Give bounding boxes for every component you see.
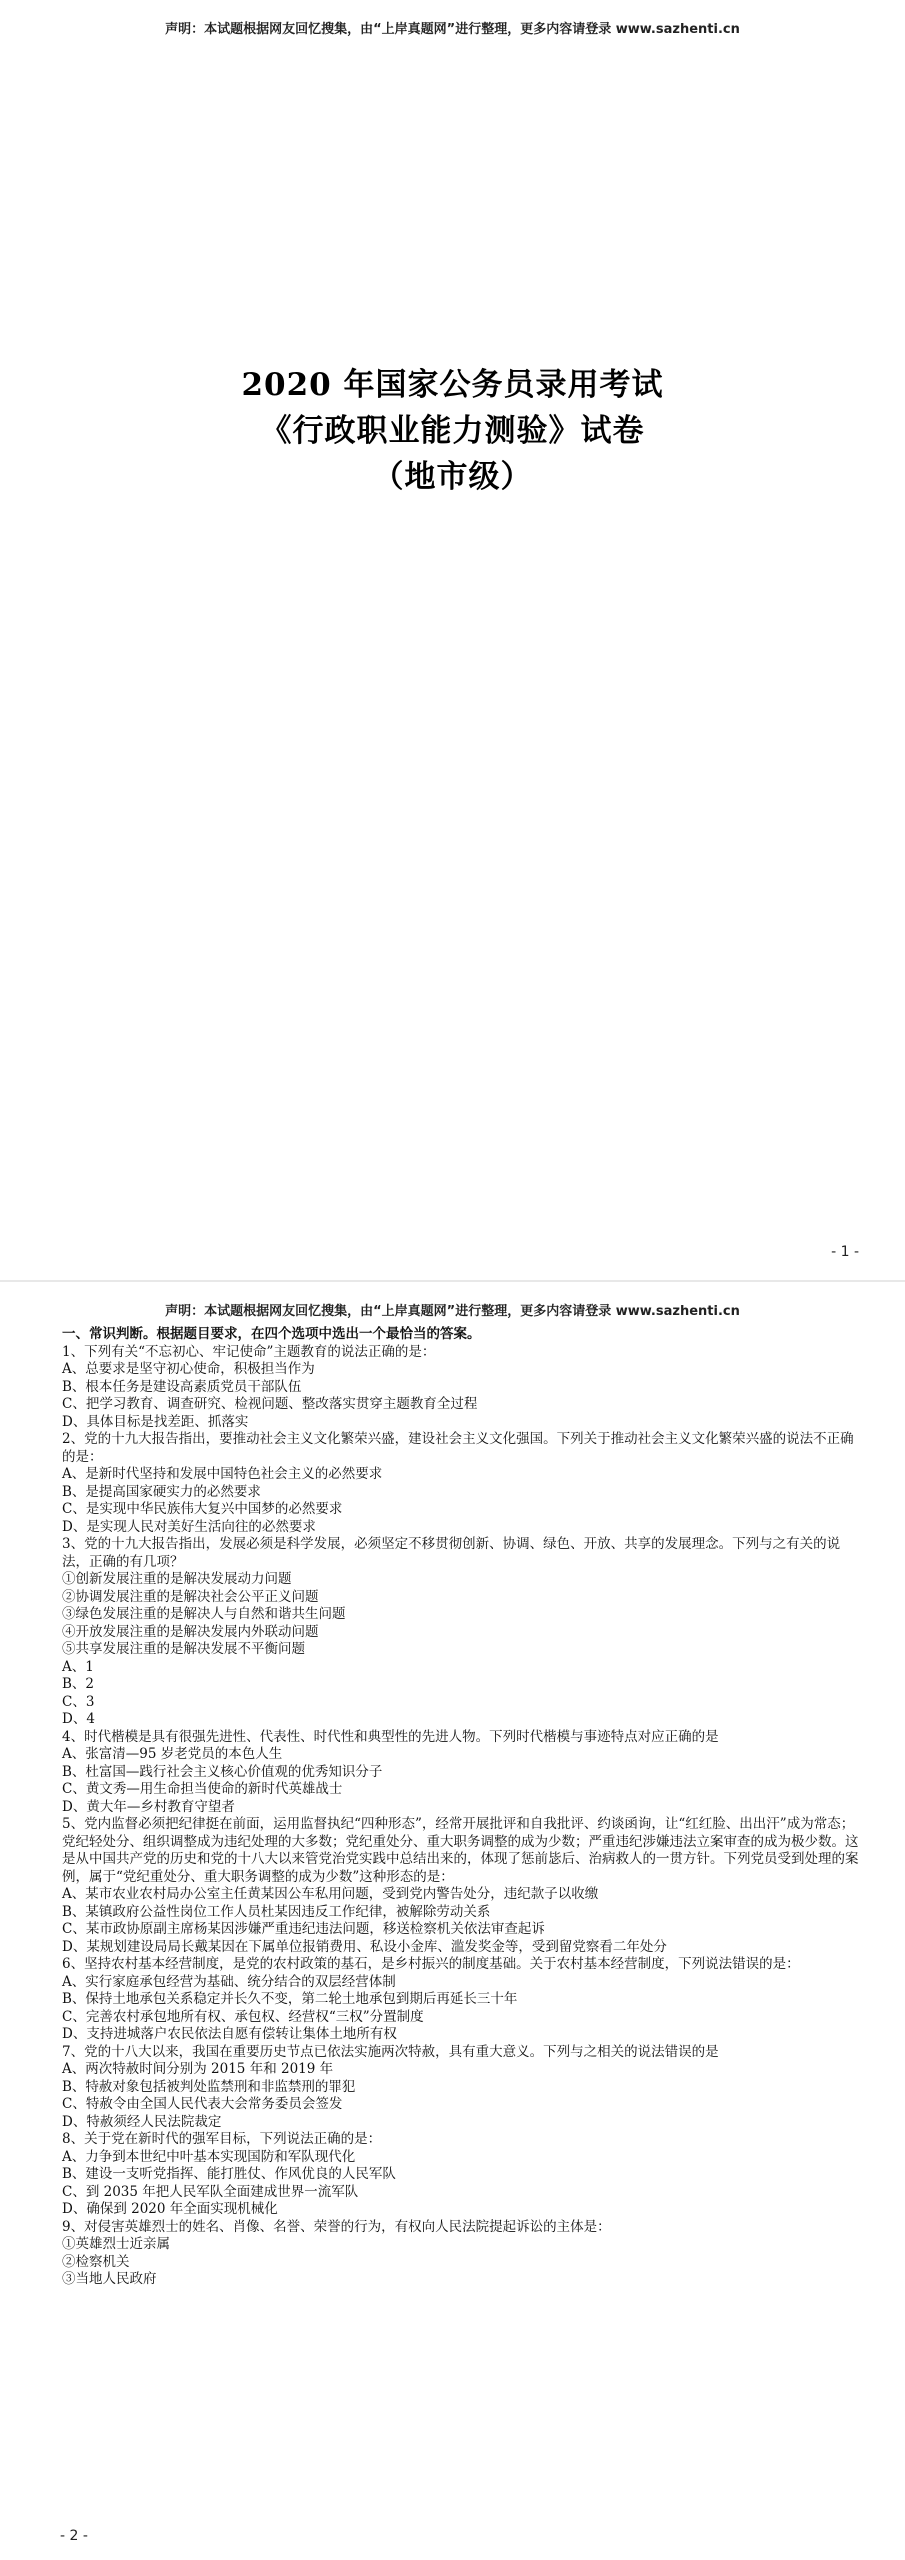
question-line: D、4 [62,1711,95,1727]
question-line: A、总要求是坚守初心使命，积极担当作为 [62,1361,315,1377]
question-line: A、两次特赦时间分别为 2015 年和 2019 年 [62,2061,334,2077]
question-line: 4、时代楷模是具有很强先进性、代表性、时代性和典型性的先进人物。下列时代楷模与事迹特点对应正确的是 [62,1728,719,1745]
question-line: B、是提高国家硬实力的必然要求 [62,1483,261,1500]
question-line: 7、党的十八大以来，我国在重要历史节点已依法实施两次特赦，具有重大意义。下列与之相关的说法错误的是 [62,2043,719,2060]
question-line: ②检察机关 [62,2253,130,2270]
question-line: D、支持进城落户农民依法自愿有偿转让集体土地所有权 [62,2026,397,2042]
question-line: C、3 [62,1693,95,1710]
question-line: B、根本任务是建设高素质党员干部队伍 [62,1378,302,1395]
question-line: 9、对侵害英雄烈士的姓名、肖像、名誉、荣誉的行为，有权向人民法院提起诉讼的主体是： [62,2218,611,2235]
question-line: D、确保到 2020 年全面实现机械化 [62,2201,278,2217]
question-line: 1、下列有关“不忘初心、牢记使命”主题教育的说法正确的是： [62,1343,436,1360]
page-two [0,1282,905,2560]
question-line: 2、党的十九大报告指出，要推动社会主义文化繁荣兴盛，建设社会主义文化强国。下列关于推动社会主义文化繁荣兴盛的说法不正确的是： [62,1431,854,1465]
section-heading: 一、常识判断。根据题目要求，在四个选项中选出一个最恰当的答案。 [62,1326,481,1342]
question-line: A、某市农业农村局办公室主任黄某因公车私用问题，受到党内警告处分，违纪款子以收缴 [62,1886,599,1902]
question-line: D、某规划建设局局长戴某因在下属单位报销费用、私设小金库、滥发奖金等，受到留党察看二年处分 [62,1938,667,1955]
question-line: A、力争到本世纪中叶基本实现国防和军队现代化 [62,2148,356,2165]
question-line: B、2 [62,1676,95,1692]
exam-title [0,362,905,500]
question-line: ③绿色发展注重的是解决人与自然和谐共生问题 [62,1606,346,1622]
question-line: B、保持土地承包关系稳定并长久不变，第二轮土地承包到期后再延长三十年 [62,1991,518,2007]
question-line: D、黄大年—乡村教育守望者 [62,1798,235,1815]
question-line: C、黄文秀—用生命担当使命的新时代英雄战士 [62,1781,343,1797]
question-line: A、1 [62,1658,94,1675]
question-line: B、某镇政府公益性岗位工作人员杜某因违反工作纪律，被解除劳动关系 [62,1903,491,1920]
question-line: D、是实现人民对美好生活向往的必然要求 [62,1518,316,1535]
question-line: A、是新时代坚持和发展中国特色社会主义的必然要求 [62,1466,383,1482]
question-line: D、具体目标是找差距、抓落实 [62,1413,249,1430]
question-line: A、张富清—95 岁老党员的本色人生 [62,1746,283,1762]
header-disclaimer: 声明：本试题根据网友回忆搜集，由“上岸真题网”进行整理，更多内容请登录 www.sazhenti.cn [165,22,740,37]
title-line-level: （地市级） [372,459,533,495]
page-number: - 2 - [60,2528,88,2544]
question-line: 6、坚持农村基本经营制度，是党的农村政策的基石，是乡村振兴的制度基础。关于农村基本经营制度，下列说法错误的是： [62,1956,800,1972]
question-line: ③当地人民政府 [62,2271,157,2287]
question-line: ①创新发展注重的是解决发展动力问题 [62,1571,292,1587]
question-line: C、是实现中华民族伟大复兴中国梦的必然要求 [62,1501,343,1517]
question-line: 3、党的十九大报告指出，发展必须是科学发展，必须坚定不移贯彻创新、协调、绿色、开放、共享的发展理念。下列与之有关的说法，正确的有几项？ [62,1536,841,1570]
question-line: C、完善农村承包地所有权、承包权、经营权“三权”分置制度 [62,2008,424,2025]
question-content [62,1326,862,2289]
question-line: C、把学习教育、调查研究、检视问题、整改落实贯穿主题教育全过程 [62,1396,478,1412]
question-line: C、到 2035 年把人民军队全面建成世界一流军队 [62,2183,359,2200]
page-number: - 1 - [831,1244,859,1260]
question-line: ⑤共享发展注重的是解决发展不平衡问题 [62,1641,305,1657]
question-line: A、实行家庭承包经营为基础、统分结合的双层经营体制 [62,1973,396,1990]
title-line-subject: 《行政职业能力测验》试卷 [260,413,645,449]
question-line: 8、关于党在新时代的强军目标，下列说法正确的是： [62,2131,382,2147]
question-line: D、特赦须经人民法院裁定 [62,2113,222,2130]
question-line: B、杜富国—践行社会主义核心价值观的优秀知识分子 [62,1763,383,1780]
question-line: ④开放发展注重的是解决发展内外联动问题 [62,1623,319,1640]
question-line: C、特赦令由全国人民代表大会常务委员会签发 [62,2096,343,2112]
question-line: 5、党内监督必须把纪律挺在前面，运用监督执纪“四种形态”，经常开展批评和自我批评、约谈函询，让“红红脸、出出汗”成为常态；党纪轻处分、组织调整成为违纪处理的大多数；党纪重处分、重大职务调整的成为少数；严重违纪涉嫌违法立案审查的成为极少数。这是从中国共产党的历史和党的十八大以来管党治党实践中总结出来的，体现了惩前毖后、治病救人的一贯方针。下列党员受到处理的案例，属于“党纪重处分、重大职务调整的成为少数”这种形态的是： [62,1816,859,1885]
header-disclaimer: 声明：本试题根据网友回忆搜集，由“上岸真题网”进行整理，更多内容请登录 www.sazhenti.cn [165,1304,740,1319]
question-line: B、特赦对象包括被判处监禁刑和非监禁刑的罪犯 [62,2078,356,2095]
question-line: C、某市政协原副主席杨某因涉嫌严重违纪违法问题，移送检察机关依法审查起诉 [62,1921,545,1937]
question-line: ②协调发展注重的是解决社会公平正义问题 [62,1588,319,1605]
question-line: B、建设一支听党指挥、能打胜仗、作风优良的人民军队 [62,2166,396,2182]
title-line-year: 2020 年国家公务员录用考试 [241,367,664,403]
question-line: ①英雄烈士近亲属 [62,2236,170,2252]
question-lines [62,1344,862,2289]
